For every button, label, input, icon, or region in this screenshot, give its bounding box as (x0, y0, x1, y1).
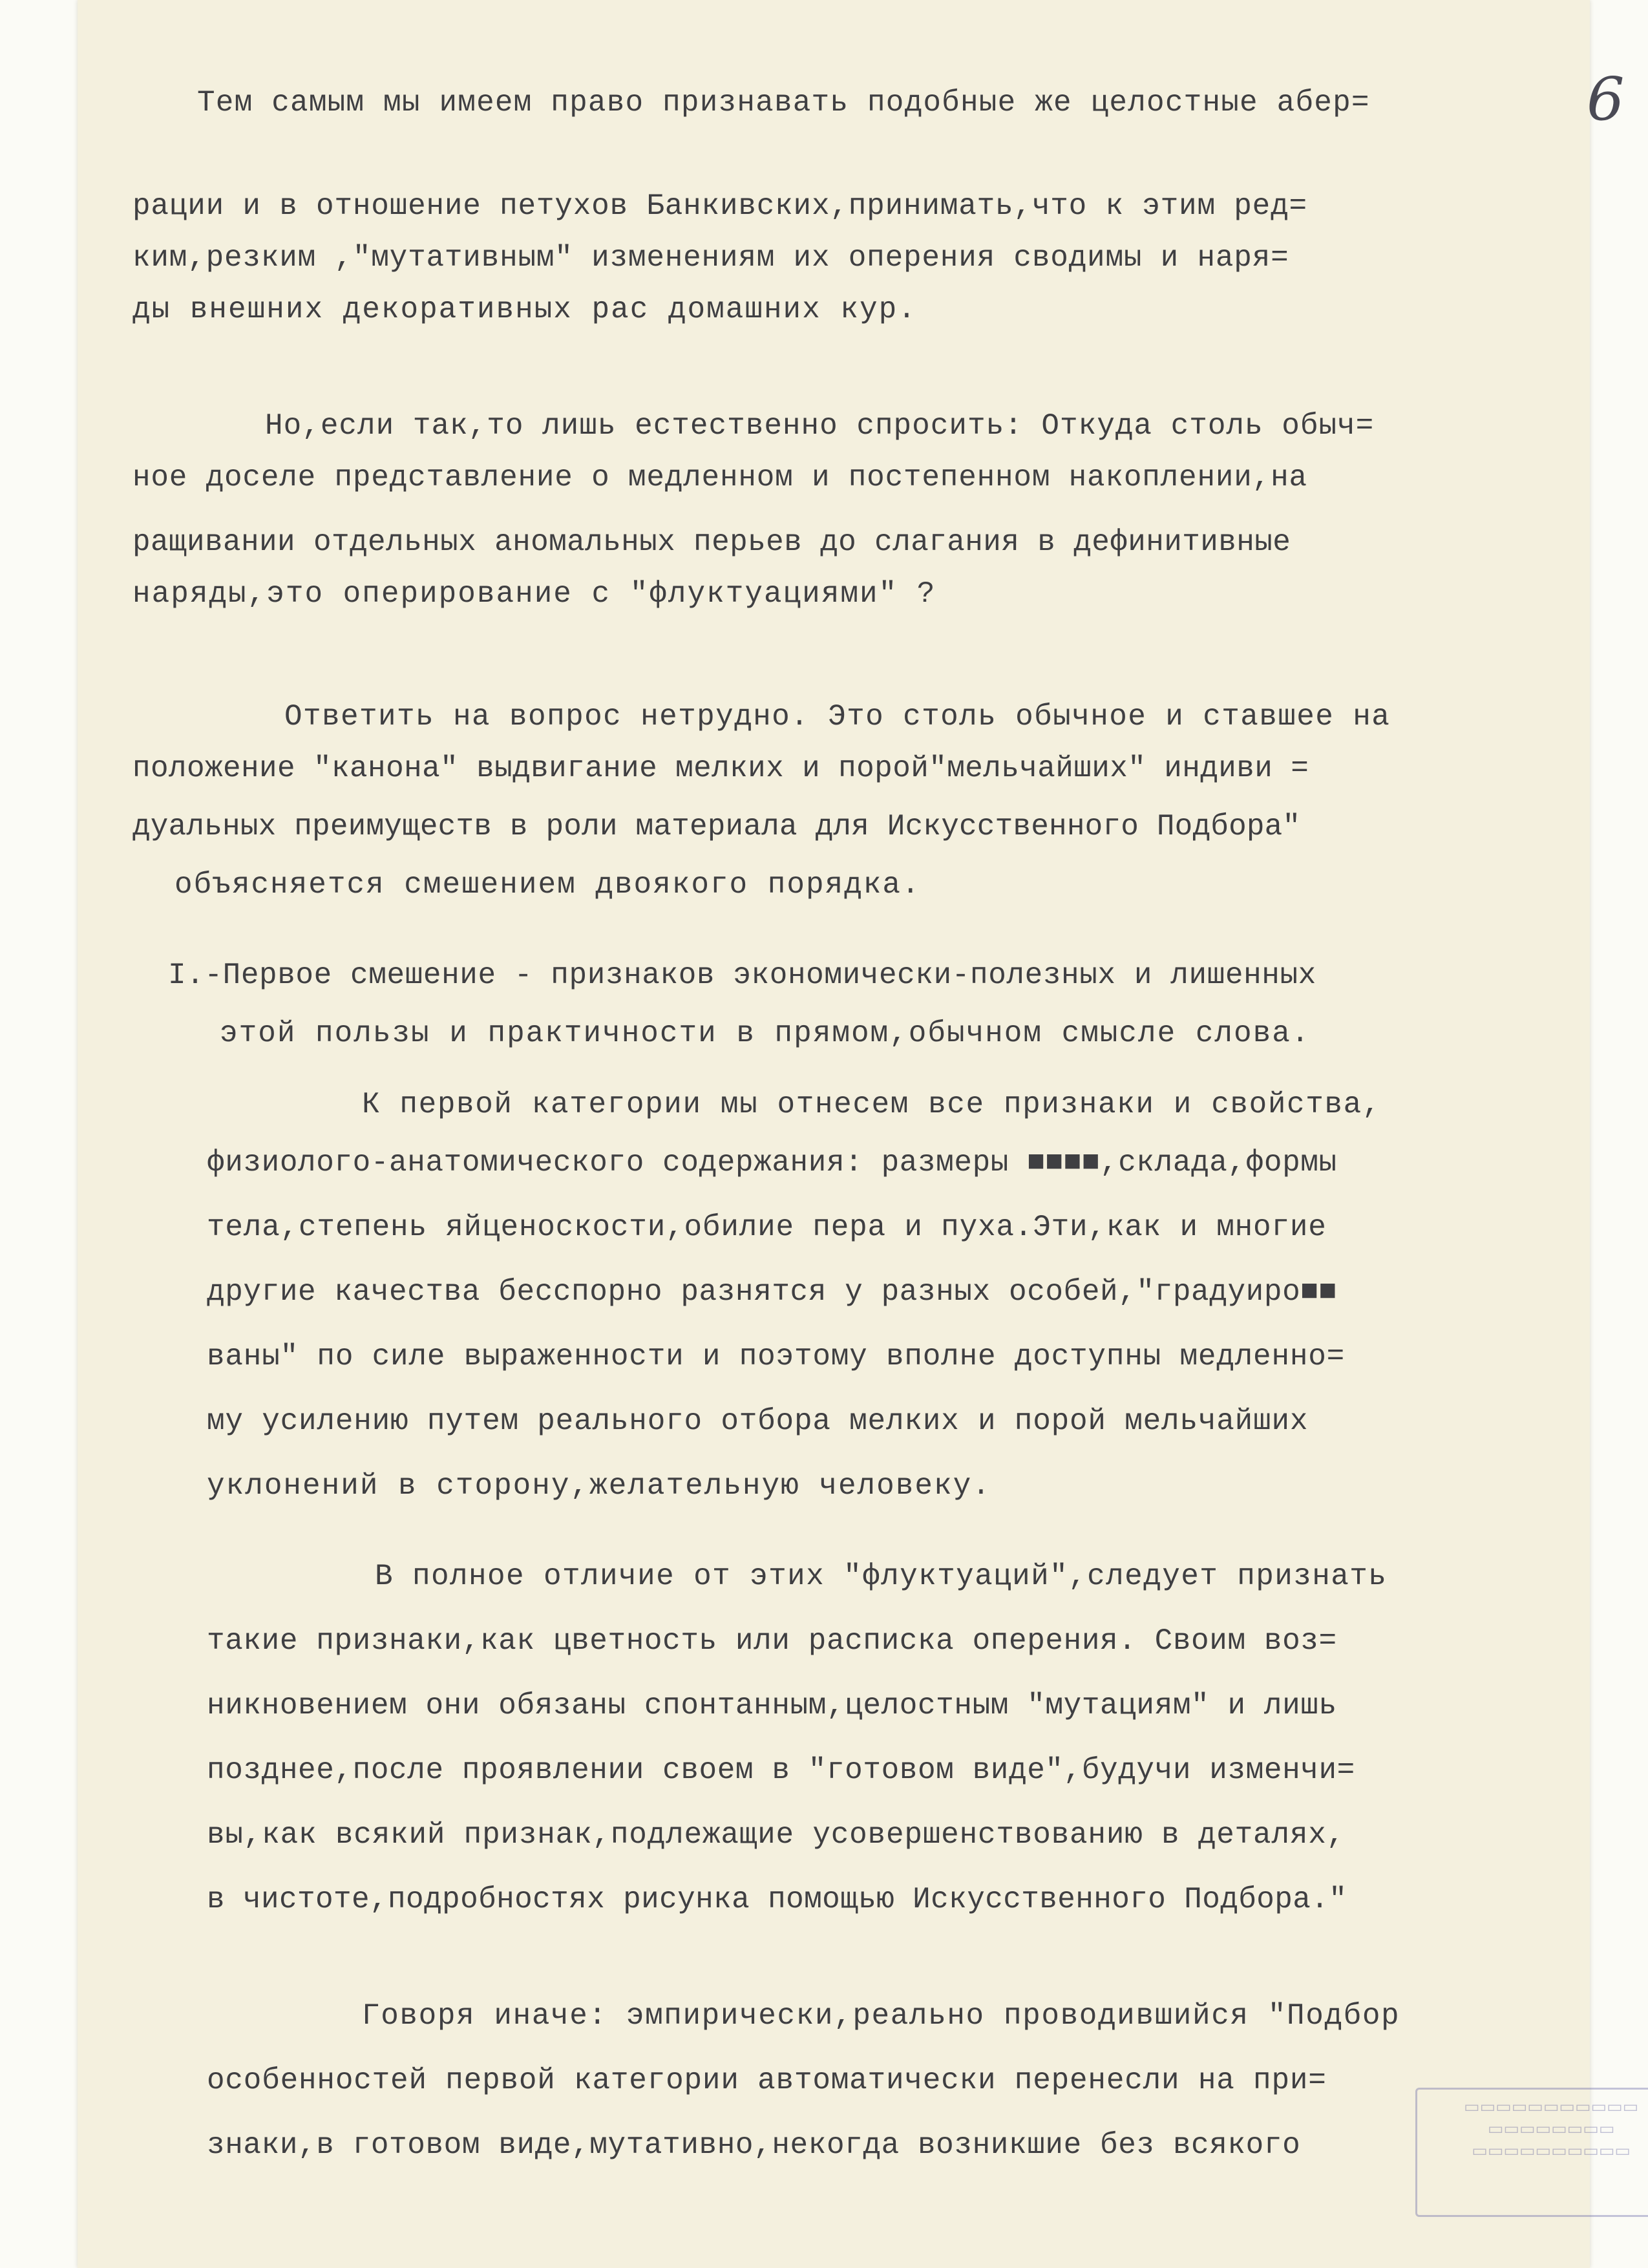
text-line: В полное отличие от этих "флуктуаций",следует признать (375, 1560, 1388, 1593)
text-line: К первой категории мы отнесем все признаки и свойства, (362, 1088, 1382, 1121)
text-line: I.-Первое смешение - признаков экономически-полезных и лишенных (168, 959, 1316, 992)
text-line: такие признаки,как цветность или расписка оперения. Своим воз= (207, 1624, 1337, 1658)
text-line: физиолого-анатомического содержания: размеры ■■■■,склада,формы (207, 1146, 1337, 1180)
page-number: 6 (1587, 65, 1625, 134)
text-line: наряды,это оперирование с "флуктуациями" ? (132, 577, 936, 611)
text-line: ращивании отдельных аномальных перьев до слагания в дефинитивные (132, 525, 1291, 559)
text-line: ды внешних декоративных рас домашних кур. (132, 293, 917, 326)
text-line: другие качества бесспорно разнятся у разных особей,"градуиро■■ (207, 1275, 1337, 1309)
text-line: ваны" по силе выраженности и поэтому вполне доступны медленно= (207, 1340, 1346, 1373)
text-line: му усилению путем реального отбора мелких и порой мельчайших (207, 1404, 1309, 1438)
text-line: уклонений в сторону,желательную человеку. (207, 1469, 991, 1503)
text-line: положение "канона" выдвигание мелких и порой"мельчайших" индиви = (132, 752, 1309, 785)
text-line: в чистоте,подробностях рисунка помощью Искусственного Подбора." (207, 1883, 1347, 1916)
text-line: особенностей первой категории автоматически перенесли на при= (207, 2064, 1327, 2097)
text-line: позднее,после проявлении своем в "готовом виде",будучи изменчи= (207, 1754, 1355, 1787)
text-line: этой пользы и практичности в прямом,обычном смысле слова. (220, 1017, 1311, 1050)
text-line: рации и в отношение петухов Банкивских,принимать,что к этим ред= (132, 189, 1307, 223)
text-line: знаки,в готовом виде,мутативно,некогда возникшие без всякого (207, 2128, 1301, 2162)
text-line: объясняется смешением двоякого порядка. (174, 868, 921, 902)
text-line: ким,резким ,"мутативным" изменениям их оперения сводимы и наря= (132, 241, 1289, 275)
text-line: Тем самым мы имеем право признавать подобные же целостные абер= (197, 86, 1370, 120)
text-line: никновением они обязаны спонтанным,целостным "мутациям" и лишь (207, 1689, 1337, 1722)
archive-stamp: ▭▭▭▭▭▭▭▭▭▭▭ ▭▭▭▭▭▭▭▭ ▭▭▭▭▭▭▭▭▭▭ (1415, 2088, 1648, 2217)
text-line: Говоря иначе: эмпирически,реально проводившийся "Подбор (362, 1999, 1400, 2033)
text-line: ное доселе представление о медленном и постепенном накоплении,на (132, 461, 1307, 494)
typewritten-page (78, 0, 1639, 2268)
text-line: вы,как всякий признак,подлежащие усовершенствованию в деталях, (207, 1818, 1346, 1852)
text-line: дуальных преимуществ в роли материала для Искусственного Подбора" (132, 810, 1301, 843)
text-line: тела,степень яйценоскости,обилие пера и пуха.Эти,как и многие (207, 1211, 1327, 1244)
text-line: Ответить на вопрос нетрудно. Это столь обычное и ставшее на (284, 700, 1391, 734)
text-line: Но,если так,то лишь естественно спросить: Откуда столь обыч= (265, 409, 1375, 443)
